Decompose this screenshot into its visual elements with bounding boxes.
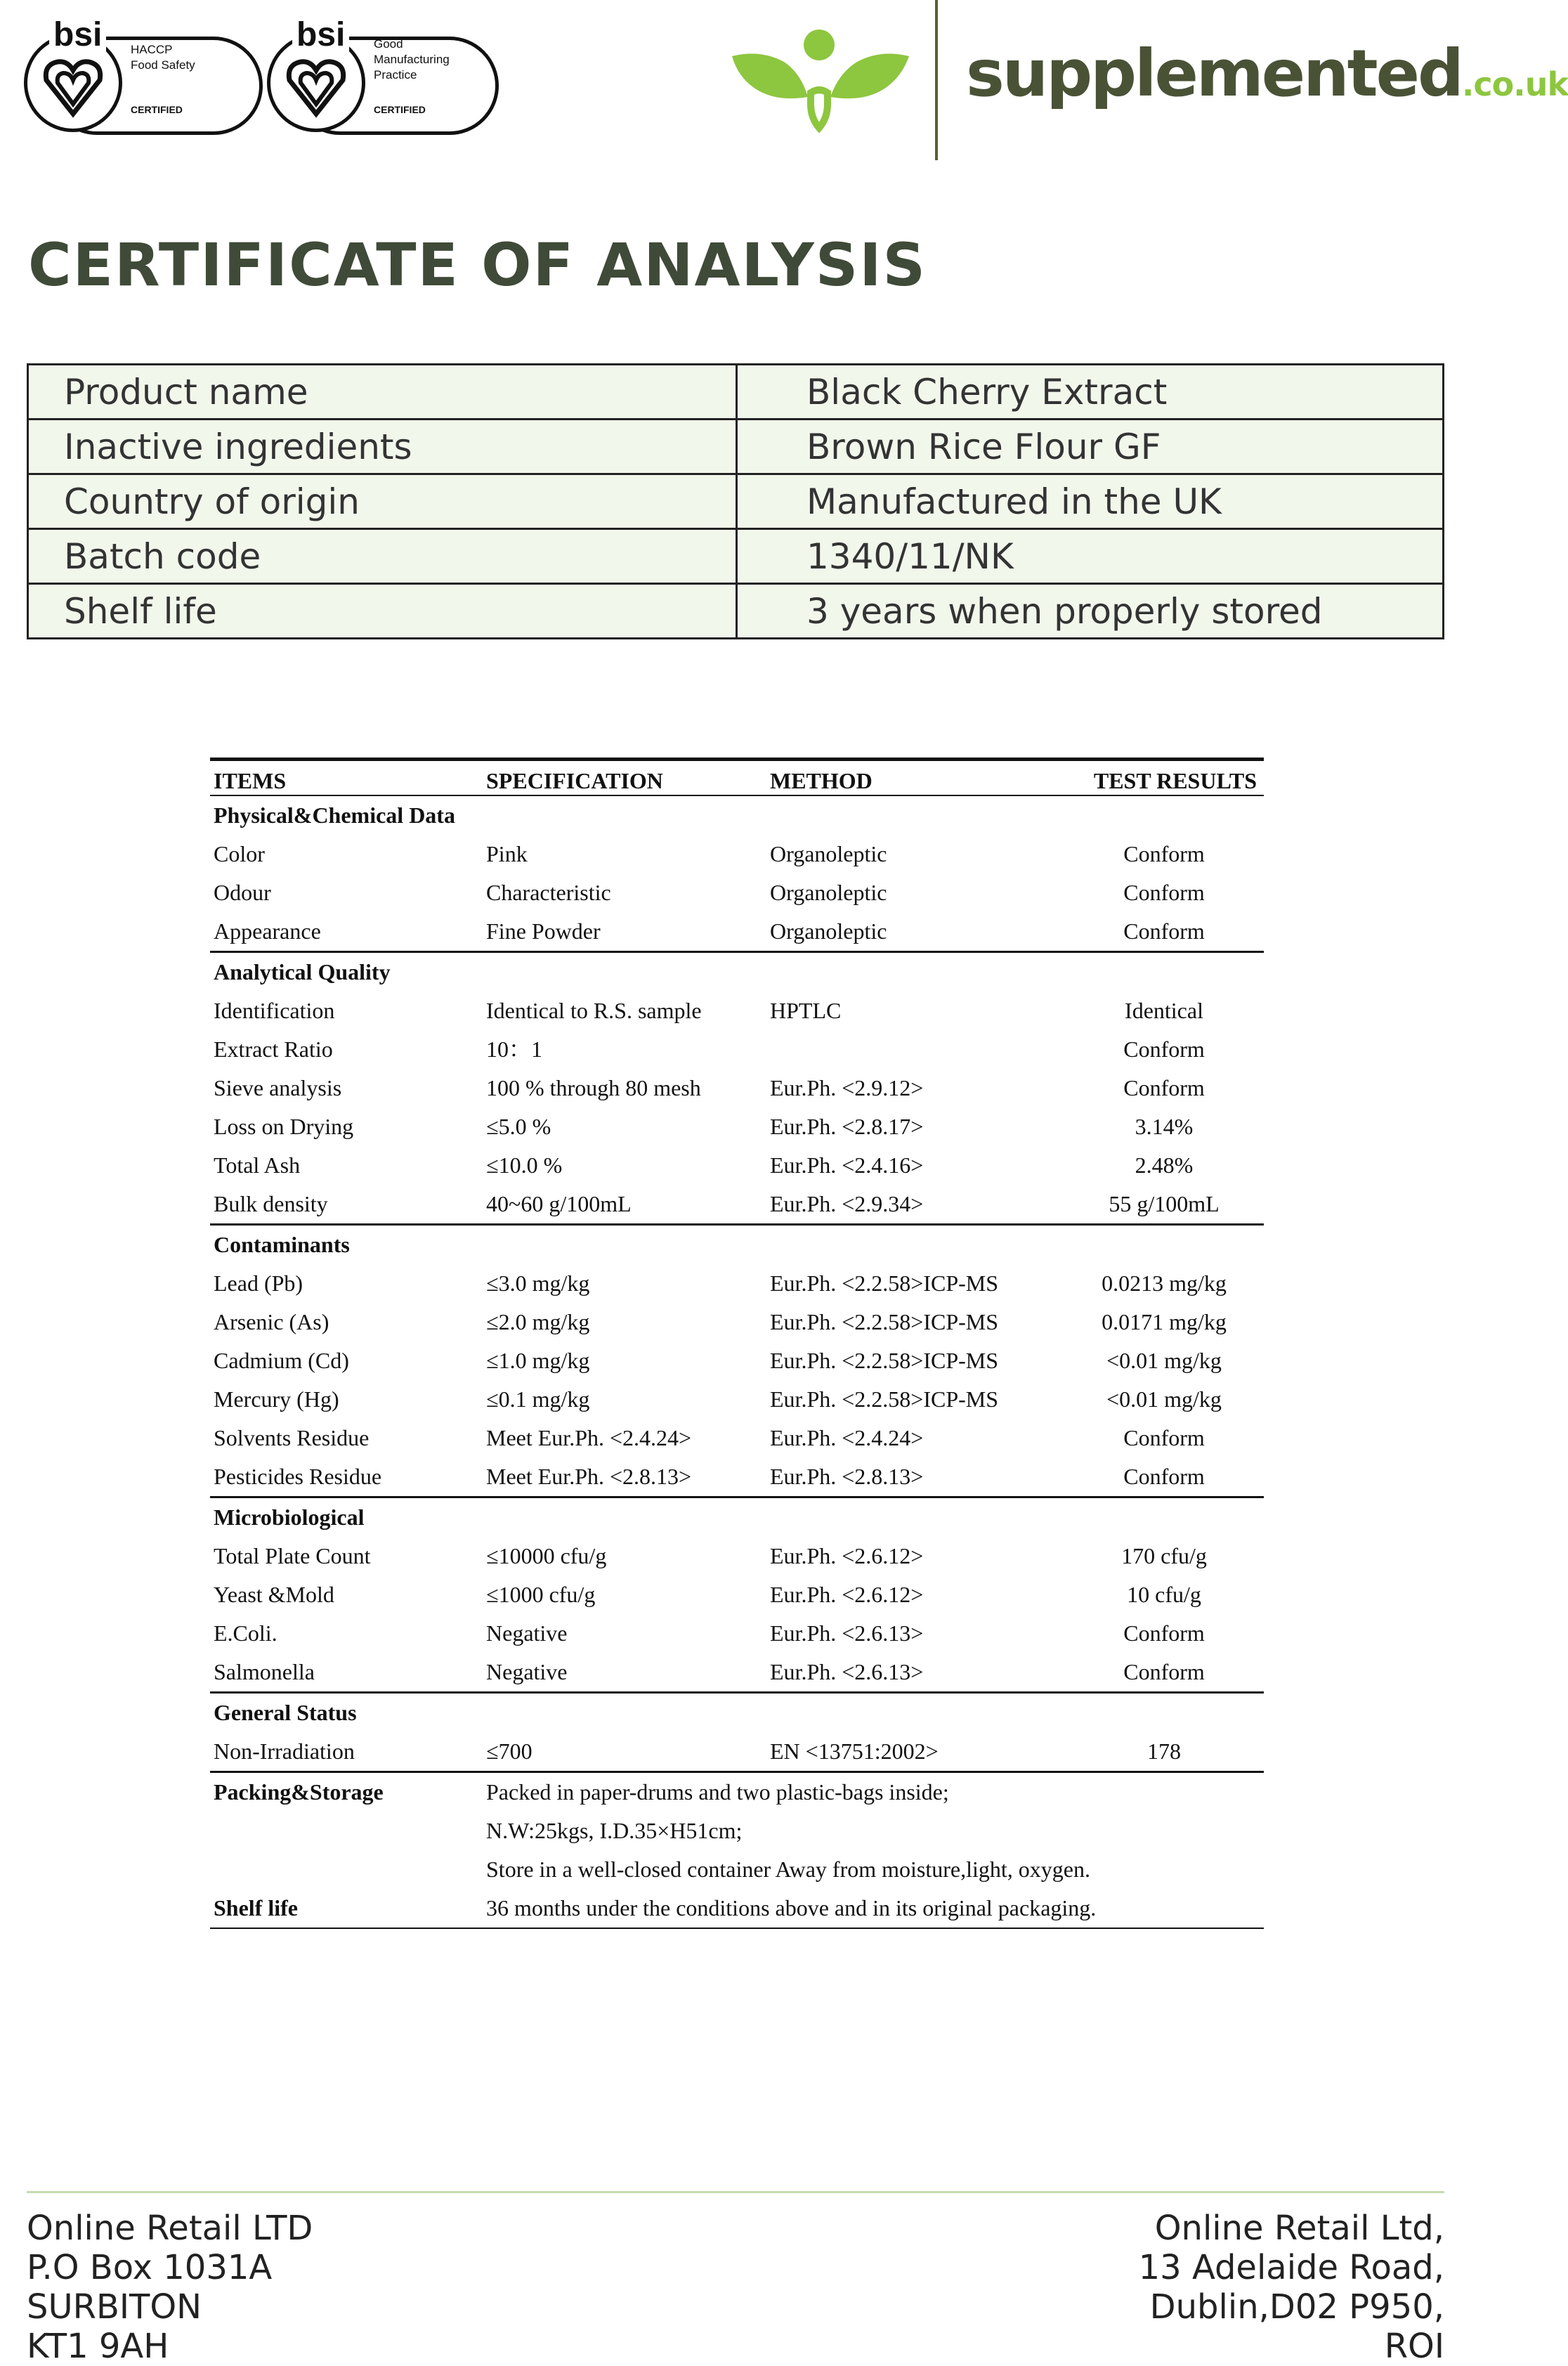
specification: Negative [486, 1659, 568, 1684]
brand-wordmark [966, 35, 1568, 123]
table-row [210, 1732, 1264, 1771]
method: Organoleptic [770, 918, 887, 944]
brand-name: supplemented [966, 36, 1462, 111]
info-value: Brown Rice Flour GF [737, 420, 1444, 474]
table-row [210, 835, 1264, 873]
specification: Meet Eur.Ph. <2.4.24> [486, 1425, 692, 1450]
section-title-row [210, 796, 1264, 835]
address-line: SURBITON [27, 2287, 202, 2327]
section-title: Analytical Quality [214, 959, 391, 984]
table-row [210, 1030, 1264, 1069]
specification: ≤700 [486, 1738, 533, 1764]
method: Organoleptic [770, 880, 887, 905]
test-result-text: Conform [1123, 880, 1205, 905]
badge-line: HACCP [131, 43, 173, 56]
info-label: Inactive ingredients [28, 420, 737, 474]
info-value: Manufactured in the UK [737, 474, 1444, 529]
specification: ≤2.0 mg/kg [486, 1309, 590, 1334]
item-name: Sieve analysis [214, 1075, 342, 1100]
table-row [210, 1341, 1264, 1380]
packing-line: N.W:25kgs, I.D.35×H51cm; [486, 1818, 743, 1843]
badge-line: Food Safety [131, 58, 195, 72]
table-row [210, 1264, 1264, 1303]
method: HPTLC [770, 998, 842, 1023]
method: Eur.Ph. <2.2.58>ICP-MS [770, 1386, 999, 1412]
method: Eur.Ph. <2.6.12> [770, 1582, 924, 1607]
section-title-row [210, 1694, 1264, 1732]
info-label: Shelf life [28, 584, 737, 639]
specification: Characteristic [486, 880, 611, 905]
header-test-results [1088, 761, 1257, 800]
test-result-text: Conform [1123, 918, 1205, 944]
item-name: Arsenic (As) [214, 1309, 329, 1334]
method: Eur.Ph. <2.6.13> [770, 1620, 924, 1646]
info-label: Product name [28, 365, 737, 420]
bsi-mark: bsi [292, 17, 349, 53]
section-title-row [210, 1498, 1264, 1537]
table-row [210, 992, 1264, 1030]
method: Eur.Ph. <2.9.34> [770, 1191, 924, 1216]
test-result-text: Conform [1123, 1659, 1205, 1684]
item-name: Salmonella [214, 1659, 315, 1684]
item-name: Loss on Drying [214, 1114, 354, 1139]
header-test-results-text: TEST RESULTS [1093, 768, 1257, 793]
footer-address-roi [1139, 2209, 1444, 2366]
item-name: Odour [214, 880, 271, 905]
specification: ≤10000 cfu/g [486, 1543, 607, 1568]
packing-row [210, 1850, 1264, 1889]
badge-line: Manufacturing [374, 53, 450, 66]
specification: 40~60 g/100mL [486, 1191, 632, 1216]
badge-text [131, 42, 250, 73]
section-title-row [210, 1226, 1264, 1264]
table-row [210, 1575, 1264, 1614]
info-row [28, 420, 1444, 474]
specification: 10：1 [486, 1036, 543, 1062]
info-value: 1340/11/NK [737, 529, 1444, 584]
section-title-row [210, 953, 1264, 992]
table-row [210, 1457, 1264, 1496]
item-name: Identification [214, 998, 335, 1023]
test-result-text: Identical [1125, 998, 1203, 1023]
test-result-text: 2.48% [1135, 1152, 1194, 1178]
item-name: Cadmium (Cd) [214, 1348, 349, 1373]
packing-label: Packing&Storage [214, 1779, 384, 1805]
table-row [210, 1185, 1264, 1223]
test-result-text: Conform [1123, 1075, 1205, 1100]
item-name: Yeast &Mold [214, 1582, 334, 1607]
method: Eur.Ph. <2.2.58>ICP-MS [770, 1309, 999, 1334]
page-title: CERTIFICATE OF ANALYSIS [28, 230, 927, 299]
item-name: Total Plate Count [214, 1543, 371, 1568]
test-result-text: 55 g/100mL [1109, 1191, 1220, 1216]
product-info-table [27, 363, 1444, 639]
specification: Fine Powder [486, 918, 601, 944]
address-line: Online Retail LTD [27, 2209, 313, 2248]
coa-header-row [210, 761, 1264, 795]
address-line: ROI [1384, 2327, 1444, 2366]
table-row [210, 1537, 1264, 1575]
method: Organoleptic [770, 841, 887, 866]
item-name: Solvents Residue [214, 1425, 370, 1450]
header-items: ITEMS [214, 768, 287, 793]
item-name: E.Coli. [214, 1620, 277, 1646]
table-row [210, 1419, 1264, 1457]
info-label: Country of origin [28, 474, 737, 529]
header-method: METHOD [770, 768, 873, 793]
item-name: Non-Irradiation [214, 1738, 355, 1764]
badge-text [374, 37, 493, 83]
shelf-life-row [210, 1889, 1264, 1928]
test-result-text: Conform [1123, 1036, 1205, 1062]
footer-rule [27, 2191, 1444, 2193]
specification: Meet Eur.Ph. <2.8.13> [486, 1464, 692, 1489]
header-specification: SPECIFICATION [486, 768, 663, 793]
specification: ≤1.0 mg/kg [486, 1348, 590, 1373]
leaf-logo-icon [725, 20, 915, 132]
test-result-text: Conform [1123, 1425, 1205, 1450]
specification: ≤5.0 % [486, 1114, 551, 1139]
item-name: Bulk density [214, 1191, 328, 1216]
table-row [210, 1146, 1264, 1185]
badge-status: CERTIFIED [374, 104, 426, 115]
specification: ≤0.1 mg/kg [486, 1386, 590, 1412]
coa-table [210, 758, 1264, 1929]
info-row [28, 365, 1444, 420]
table-row [210, 1069, 1264, 1107]
test-result-text: Conform [1123, 1464, 1205, 1489]
info-row [28, 529, 1444, 584]
method: Eur.Ph. <2.2.58>ICP-MS [770, 1348, 999, 1373]
info-value: 3 years when properly stored [737, 584, 1444, 639]
item-name: Pesticides Residue [214, 1464, 382, 1489]
test-result-text: 10 cfu/g [1127, 1582, 1201, 1607]
specification: Pink [486, 841, 528, 866]
test-result-text: 170 cfu/g [1121, 1543, 1207, 1568]
info-label: Batch code [28, 529, 737, 584]
table-row [210, 1614, 1264, 1653]
specification: Identical to R.S. sample [486, 998, 702, 1023]
section-title: Contaminants [214, 1232, 350, 1257]
method: Eur.Ph. <2.6.12> [770, 1543, 924, 1568]
item-name: Lead (Pb) [214, 1270, 303, 1296]
method: Eur.Ph. <2.8.13> [770, 1464, 924, 1489]
section-title: General Status [214, 1700, 357, 1725]
specification: Negative [486, 1620, 568, 1646]
address-line: KT1 9AH [27, 2327, 169, 2366]
bsi-mark: bsi [49, 17, 106, 53]
address-line: Dublin,D02 P950, [1149, 2287, 1444, 2327]
test-result-text: Conform [1123, 841, 1205, 866]
brand-tld: .co.uk [1461, 65, 1568, 103]
section-title: Microbiological [214, 1504, 365, 1530]
address-line: 13 Adelaide Road, [1138, 2248, 1444, 2287]
specification: ≤1000 cfu/g [486, 1582, 596, 1607]
info-row [28, 474, 1444, 529]
address-line: P.O Box 1031A [27, 2248, 273, 2287]
test-result-text: 178 [1147, 1738, 1181, 1764]
test-result-text: <0.01 mg/kg [1106, 1386, 1222, 1412]
table-row [210, 873, 1264, 912]
method: Eur.Ph. <2.9.12> [770, 1075, 924, 1100]
section-title: Physical&Chemical Data [214, 802, 455, 828]
item-name: Color [214, 841, 265, 866]
method: EN <13751:2002> [770, 1738, 939, 1764]
specification: ≤3.0 mg/kg [486, 1270, 590, 1296]
item-name: Total Ash [214, 1152, 301, 1178]
table-bottom-rule [210, 1928, 1264, 1929]
table-row [210, 1303, 1264, 1341]
test-result-text: 0.0213 mg/kg [1102, 1270, 1227, 1296]
brand-divider [935, 0, 938, 160]
method: Eur.Ph. <2.4.16> [770, 1152, 924, 1178]
packing-row [210, 1812, 1264, 1850]
method: Eur.Ph. <2.8.17> [770, 1114, 924, 1139]
info-row [28, 584, 1444, 639]
info-value: Black Cherry Extract [737, 365, 1444, 420]
table-row [210, 1380, 1264, 1419]
kitemark-icon [282, 55, 350, 118]
address-line: Online Retail Ltd, [1154, 2209, 1444, 2248]
kitemark-icon [39, 55, 107, 118]
table-row [210, 1653, 1264, 1691]
table-row [210, 912, 1264, 951]
item-name: Mercury (Hg) [214, 1386, 339, 1412]
test-result-text: <0.01 mg/kg [1106, 1348, 1222, 1373]
method: Eur.Ph. <2.6.13> [770, 1659, 924, 1684]
test-result-text: Conform [1123, 1620, 1205, 1646]
item-name: Extract Ratio [214, 1036, 333, 1062]
packing-row [210, 1773, 1264, 1812]
table-row [210, 1107, 1264, 1146]
method: Eur.Ph. <2.4.24> [770, 1425, 924, 1450]
test-result-text: 0.0171 mg/kg [1102, 1309, 1227, 1334]
specification: 100 % through 80 mesh [486, 1075, 701, 1100]
badge-status: CERTIFIED [131, 104, 183, 115]
item-name: Appearance [214, 918, 321, 944]
test-result-text: 3.14% [1135, 1114, 1194, 1139]
packing-line: Packed in paper-drums and two plastic-bags inside; [486, 1779, 949, 1805]
shelf-life-text: 36 months under the conditions above and in its original packaging. [486, 1895, 1097, 1920]
shelf-life-label: Shelf life [214, 1895, 298, 1920]
badge-line: Good [374, 37, 403, 51]
method: Eur.Ph. <2.2.58>ICP-MS [770, 1270, 999, 1296]
packing-line: Store in a well-closed container Away from moisture,light, oxygen. [486, 1857, 1090, 1882]
badge-line: Practice [374, 68, 417, 82]
footer-address-uk [27, 2209, 313, 2366]
specification: ≤10.0 % [486, 1152, 563, 1178]
